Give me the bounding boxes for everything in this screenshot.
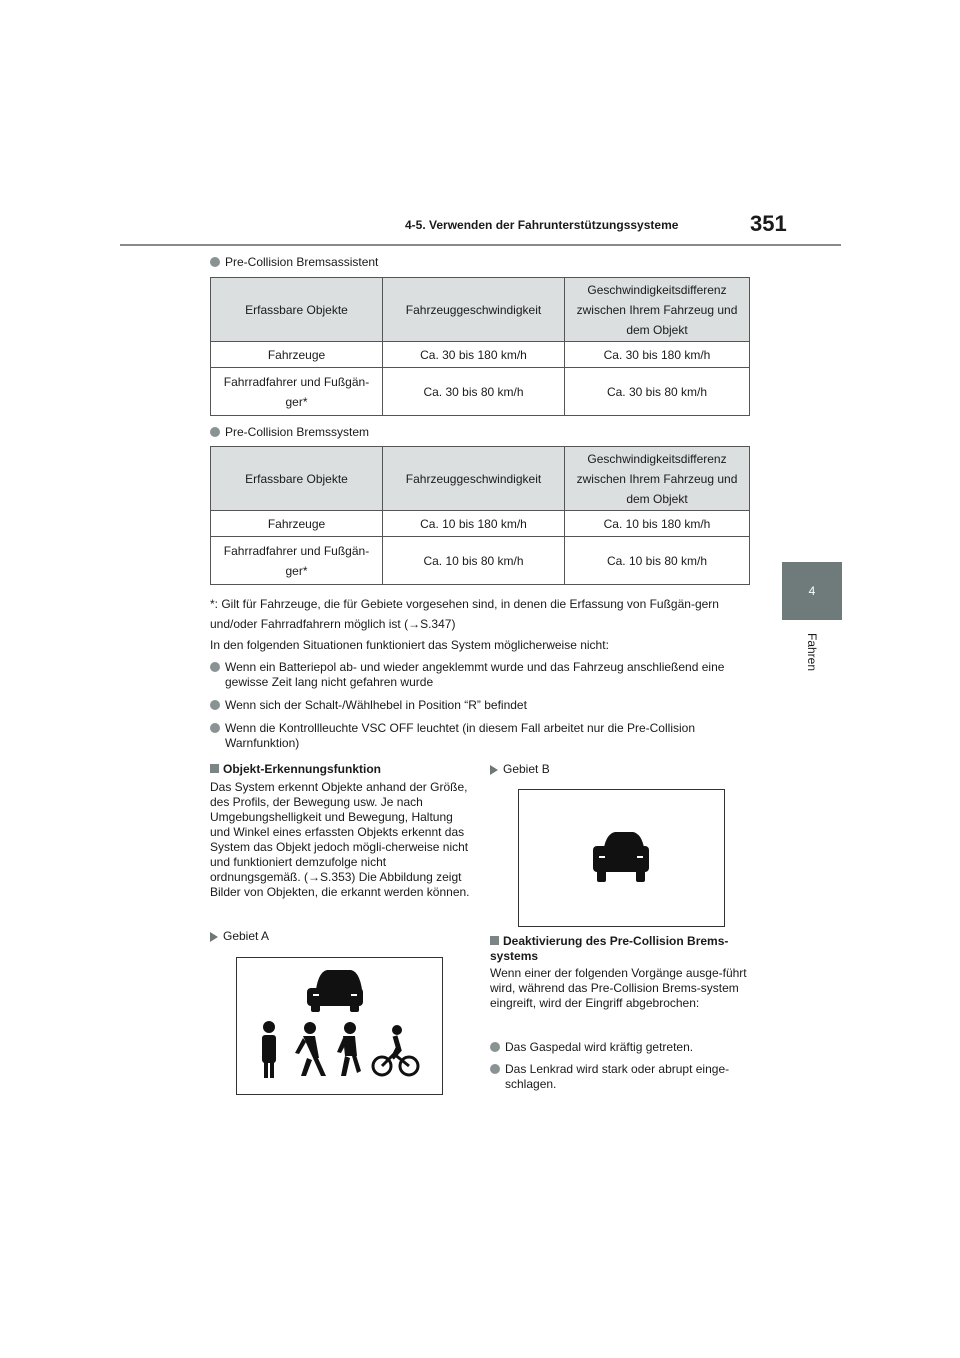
list-item-text: Wenn die Kontrollleuchte VSC OFF leuchtet (in diesem Fall arbeitet nur die Pre-Collision Warnfunktion) — [225, 721, 695, 750]
table-header: Geschwindigkeitsdifferenz zwischen Ihrem Fahrzeug und dem Objekt — [565, 278, 750, 342]
table-cell: Ca. 10 bis 180 km/h — [565, 511, 750, 537]
bullet-icon — [210, 257, 220, 267]
figure-label-text: Gebiet A — [223, 929, 270, 943]
page-number: 351 — [750, 211, 787, 236]
table-cell: Fahrradfahrer und Fußgän-ger* — [211, 537, 383, 585]
table-1-title-text: Pre-Collision Bremsassistent — [225, 255, 379, 269]
pedestrian-walking-icon — [295, 1022, 326, 1076]
section-heading-deactivation — [490, 934, 750, 964]
bullet-icon — [210, 427, 220, 437]
chapter-number: 4 — [808, 584, 816, 598]
header-divider — [120, 244, 841, 246]
bullet-icon — [210, 723, 220, 733]
table-cell: Fahrzeuge — [211, 342, 383, 368]
pedestrian-bending-icon — [337, 1022, 361, 1076]
list-item — [210, 660, 750, 690]
figure-area-b — [518, 789, 725, 927]
square-bullet-icon — [490, 936, 499, 945]
table-cell: Ca. 10 bis 180 km/h — [383, 511, 565, 537]
list-item-text: Wenn sich der Schalt-/Wählhebel in Position “R” befindet — [225, 698, 527, 712]
list-item — [490, 1040, 750, 1055]
table-header: Erfassbare Objekte — [211, 278, 383, 342]
footnote: *: Gilt für Fahrzeuge, die für Gebiete vorgesehen sind, in denen die Erfassung von Fußgän-gern und/oder Fahrradfahrern möglich ist (→S.347) — [210, 597, 719, 631]
table-cell: Ca. 30 bis 80 km/h — [383, 368, 565, 416]
section-heading-object-detection — [210, 762, 470, 777]
table-cell: Ca. 30 bis 80 km/h — [565, 368, 750, 416]
table-cell: Fahrradfahrer und Fußgän-ger* — [211, 368, 383, 416]
table-2-title-text: Pre-Collision Bremssystem — [225, 425, 370, 439]
cyclist-icon — [373, 1025, 418, 1075]
table-cell: Ca. 10 bis 80 km/h — [383, 537, 565, 585]
bullet-icon — [210, 700, 220, 710]
triangle-bullet-icon — [210, 932, 218, 942]
area-b-illustration — [519, 790, 724, 926]
chapter-tab — [782, 562, 842, 620]
table-cell: Fahrzeuge — [211, 511, 383, 537]
table-cell: Ca. 10 bis 80 km/h — [565, 537, 750, 585]
figure-label-text: Gebiet B — [503, 762, 550, 776]
bullet-icon — [490, 1042, 500, 1052]
figure-label-b — [490, 762, 550, 777]
square-bullet-icon — [210, 764, 219, 773]
figure-area-a — [236, 957, 443, 1095]
table-1-title — [210, 255, 378, 269]
list-item-text: Das Lenkrad wird stark oder abrupt einge-schlagen. — [505, 1062, 730, 1091]
area-a-illustration — [237, 958, 442, 1094]
situations-intro: In den folgenden Situationen funktioniert das System möglicherweise nicht: — [210, 638, 609, 652]
list-item — [210, 698, 750, 713]
table-header: Erfassbare Objekte — [211, 447, 383, 511]
list-item — [210, 721, 750, 751]
table-header: Geschwindigkeitsdifferenz zwischen Ihrem Fahrzeug und dem Objekt — [565, 447, 750, 511]
list-item — [490, 1062, 750, 1092]
chapter-label: Fahren — [805, 632, 819, 672]
list-item-text: Das Gaspedal wird kräftig getreten. — [505, 1040, 694, 1054]
table-header: Fahrzeuggeschwindigkeit — [383, 447, 565, 511]
table-2-title — [210, 425, 369, 439]
heading-text: Objekt-Erkennungsfunktion — [223, 762, 382, 776]
section-title: 4-5. Verwenden der Fahrunterstützungssysteme — [405, 218, 679, 232]
bullet-icon — [490, 1064, 500, 1074]
list-item-text: Wenn ein Batteriepol ab- und wieder angeklemmt wurde und das Fahrzeug anschließend eine gewisse Zeit lang nicht gefahren wurde — [225, 660, 725, 689]
table-cell: Ca. 30 bis 180 km/h — [565, 342, 750, 368]
spec-table-2 — [210, 446, 750, 585]
car-icon — [307, 970, 363, 1012]
car-icon — [593, 832, 649, 882]
figure-label-a — [210, 929, 269, 944]
object-detection-body: Das System erkennt Objekte anhand der Größe, des Profils, der Bewegung usw. Je nach Umgebungshelligkeit und Bewegung, Haltung und Winkel eines erfassten Objekts erkennt das System das Objekt jedoch mögli-cherweise nicht und funktioniert demzufolge nicht ordnungsgemäß. (→S.353) Die Abbildung zeigt Bilder von Objekten, die erkannt werden können. — [210, 780, 470, 899]
table-cell: Ca. 30 bis 180 km/h — [383, 342, 565, 368]
deactivation-body: Wenn einer der folgenden Vorgänge ausge-führt wird, während das Pre-Collision Brems-system eingreift, wird der Eingriff abgebrochen: — [490, 966, 747, 1010]
bullet-icon — [210, 662, 220, 672]
pedestrian-standing-icon — [262, 1021, 276, 1078]
spec-table-1 — [210, 277, 750, 416]
triangle-bullet-icon — [490, 765, 498, 775]
table-header: Fahrzeuggeschwindigkeit — [383, 278, 565, 342]
heading-text: Deaktivierung des Pre-Collision Brems-systems — [490, 934, 729, 963]
